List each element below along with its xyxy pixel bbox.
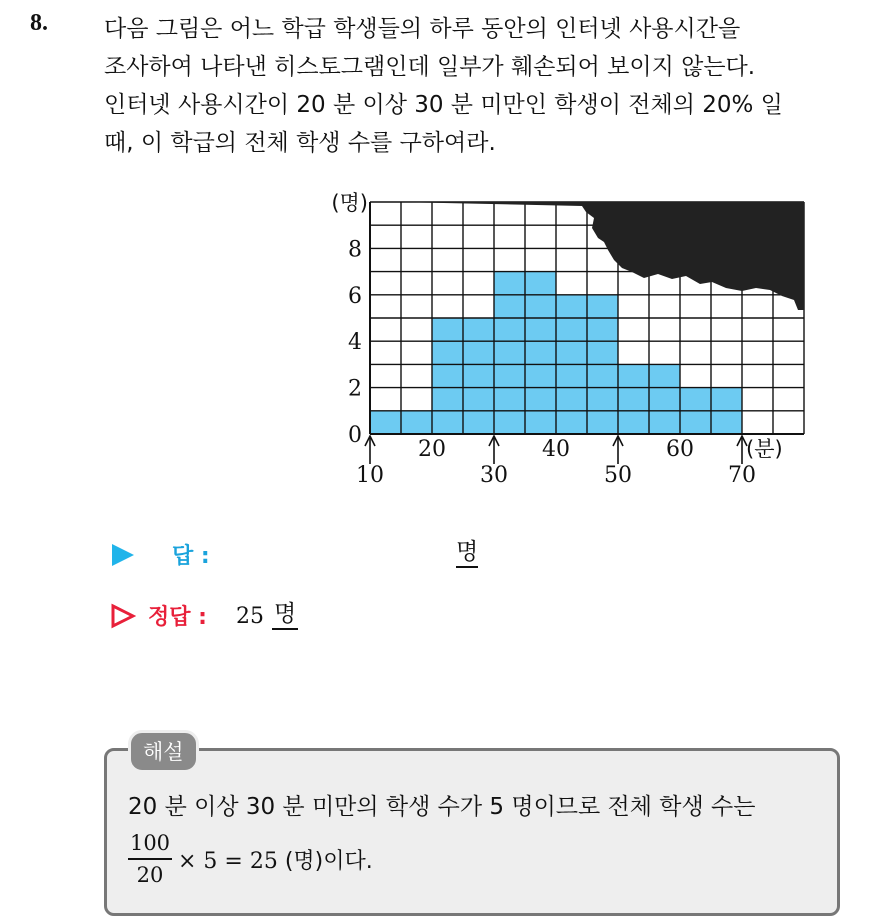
question-line: 다음 그림은 어느 학급 학생들의 하루 동안의 인터넷 사용시간을 xyxy=(104,16,741,42)
fraction-bar xyxy=(128,858,172,860)
formula-unit: (명) xyxy=(284,849,324,874)
x-tick-label: 60 xyxy=(666,437,694,462)
correct-answer-value: 25 xyxy=(236,604,264,629)
fraction-numerator: 100 xyxy=(129,831,171,855)
fraction-denominator: 20 xyxy=(136,863,164,887)
explanation-line: 20 분 이상 30 분 미만의 학생 수가 5 명이므로 전체 학생 수는 xyxy=(128,794,756,820)
x-tick-label: 20 xyxy=(418,437,446,462)
explanation-title: 해설 xyxy=(128,730,199,773)
y-unit-label: (명) xyxy=(331,191,368,215)
fraction xyxy=(128,830,172,888)
correct-answer-row xyxy=(108,598,408,632)
x-tick-label: 10 xyxy=(356,463,384,488)
y-tick-label: 2 xyxy=(348,376,362,402)
damaged-region xyxy=(396,202,804,310)
x-tick-label: 50 xyxy=(604,463,632,488)
formula-expr: × 5 = 25 xyxy=(178,849,278,874)
y-tick-label: 0 xyxy=(348,423,362,448)
question-number: 8. xyxy=(30,10,48,36)
play-triangle-icon xyxy=(112,544,134,566)
formula-expression xyxy=(178,844,373,875)
y-tick-label: 6 xyxy=(348,283,362,309)
formula-tail: 이다. xyxy=(323,849,373,874)
x-tick-label: 30 xyxy=(480,463,508,488)
y-tick-label: 4 xyxy=(348,330,362,356)
answer-label: 답 : xyxy=(172,544,210,569)
correct-answer-label: 정답 : xyxy=(148,605,207,630)
explanation-formula xyxy=(128,830,528,886)
answer-row xyxy=(108,538,508,570)
question-line: 인터넷 사용시간이 20 분 이상 30 분 미만인 학생이 전체의 20% 일 xyxy=(104,92,783,118)
outline-triangle-icon xyxy=(110,603,136,629)
x-tick-label: 70 xyxy=(728,463,756,488)
x-unit-label: (분) xyxy=(746,437,783,461)
x-tick-label: 40 xyxy=(542,437,570,462)
y-tick-label: 8 xyxy=(348,237,362,263)
question-line: 조사하여 나타낸 히스토그램인데 일부가 훼손되어 보이지 않는다. xyxy=(104,54,756,80)
answer-unit: 명 xyxy=(456,538,478,568)
question-line: 때, 이 학급의 전체 학생 수를 구하여라. xyxy=(104,130,496,156)
correct-answer-unit: 명 xyxy=(272,600,298,630)
